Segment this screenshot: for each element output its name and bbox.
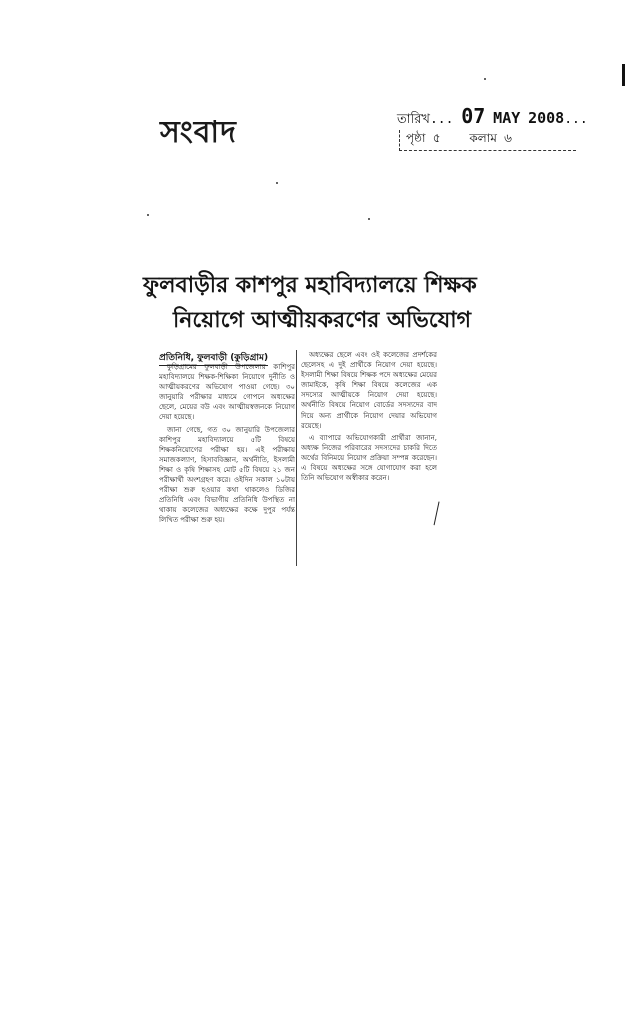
stamp-year: 2008	[528, 109, 565, 127]
scan-speck	[147, 214, 149, 216]
headline-line-2: নিয়োগে আত্মীয়করণের অভিযোগ	[173, 307, 472, 333]
stamp-page-label: পৃষ্ঠা	[406, 131, 426, 145]
article-byline: প্রতিনিধি, ফুলবাড়ী (কুড়িগ্রাম)	[159, 350, 268, 366]
article-paragraph: জানা গেছে, গত ৩০ জানুয়ারি উপজেলার কাশিপুর মহাবিদ্যালয়ে ৫টি বিষয়ে শিক্ষকনিয়োগের পরীক্ষা হয়। এই পরীক্ষায় সমাজকল্যাণ, হিসাববিজ্ঞান, অর্থনীতি, ইসলামী শিক্ষা ও কৃষি শিক্ষাসহ মোট ৫টি বিষয়ে ২১ জন পরীক্ষার্থী অংশগ্রহণ করে। ওইদিন সকাল ১০টায় পরীক্ষা শুরু হওয়ার কথা থাকলেও ডিজির প্রতিনিধি এবং বিভাগীয় প্রতিনিধি উপস্থিত না থাকায় কলেজের অধ্যক্ষের কক্ষে দুপুর পর্যন্ত লিখিত পরীক্ষা শুরু হয়।	[159, 425, 295, 525]
article-paragraph: কুড়িগ্রামের ফুলবাড়ী উপজেলার কাশিপুর মহাবিদ্যালয়ে শিক্ষক-শিক্ষিকা নিয়োগে দুর্নীতি ও আত্মীয়করণের অভিযোগ পাওয়া গেছে। ৩০ জানুয়ারি পরীক্ষার মাধ্যমে গোপনে অধ্যক্ষের ছেলে, মেয়ের বউ এবং আত্মীয়স্বজনকে নিয়োগ দেয়া হয়েছে।	[159, 363, 295, 422]
scan-edge-mark	[622, 64, 625, 86]
article-paragraph: এ ব্যাপারে অভিযোগকারী প্রার্থীরা জানান, অধ্যক্ষ নিজের পরিবারের সদস্যদের চাকরি দিতে অর্থের বিনিময়ে নিয়োগ প্রক্রিয়া সম্পন্ন করেছেন। এ বিষয়ে অধ্যক্ষের সঙ্গে যোগাযোগ করা হলে তিনি অভিযোগ অস্বীকার করেন।	[301, 433, 437, 483]
headline-line-1: ফুলবাড়ীর কাশপুর মহাবিদ্যালয়ে শিক্ষক	[143, 272, 477, 298]
stamp-month: MAY	[493, 109, 521, 127]
news-clipping	[143, 270, 477, 575]
column-divider	[296, 350, 297, 566]
stamp-prefix: তারিখ	[397, 112, 430, 127]
stamp-column-label: কলাম	[469, 131, 497, 145]
newspaper-masthead: সংবাদ	[160, 115, 237, 150]
stamp-day: 07	[461, 104, 486, 128]
date-stamp	[397, 100, 588, 162]
scan-speck	[484, 78, 486, 80]
scan-speck	[276, 182, 278, 184]
article-paragraph: অধ্যক্ষের ছেলে এবং ওই কলেজের প্রদর্শকের ছেলেসহ এ দুই প্রার্থীকে নিয়োগ দেয়া হয়েছে। ইসলামী শিক্ষা বিষয়ে শিক্ষক পদে অধ্যক্ষের মেয়ের জামাইকে, কৃষি শিক্ষা বিষয়ে কলেজের এক সদস্যের আত্মীয়কে নিয়োগ দেয়া হয়েছে। অর্থনীতি বিষয়ে নিয়োগ বোর্ডের সদস্যদের বাদ দিয়ে অন্য প্রার্থীকে নিয়োগ দেয়ার অভিযোগ রয়েছে।	[301, 351, 437, 430]
article-column-2	[301, 350, 437, 566]
stamp-column-no: ৬	[504, 131, 512, 145]
scan-speck	[368, 218, 370, 220]
stamp-date-line: তারিখ... 07 MAY 2008...	[397, 104, 588, 128]
article-column-1	[159, 362, 295, 568]
stamp-page-line	[399, 130, 576, 151]
stamp-page-no: ৫	[432, 131, 441, 145]
